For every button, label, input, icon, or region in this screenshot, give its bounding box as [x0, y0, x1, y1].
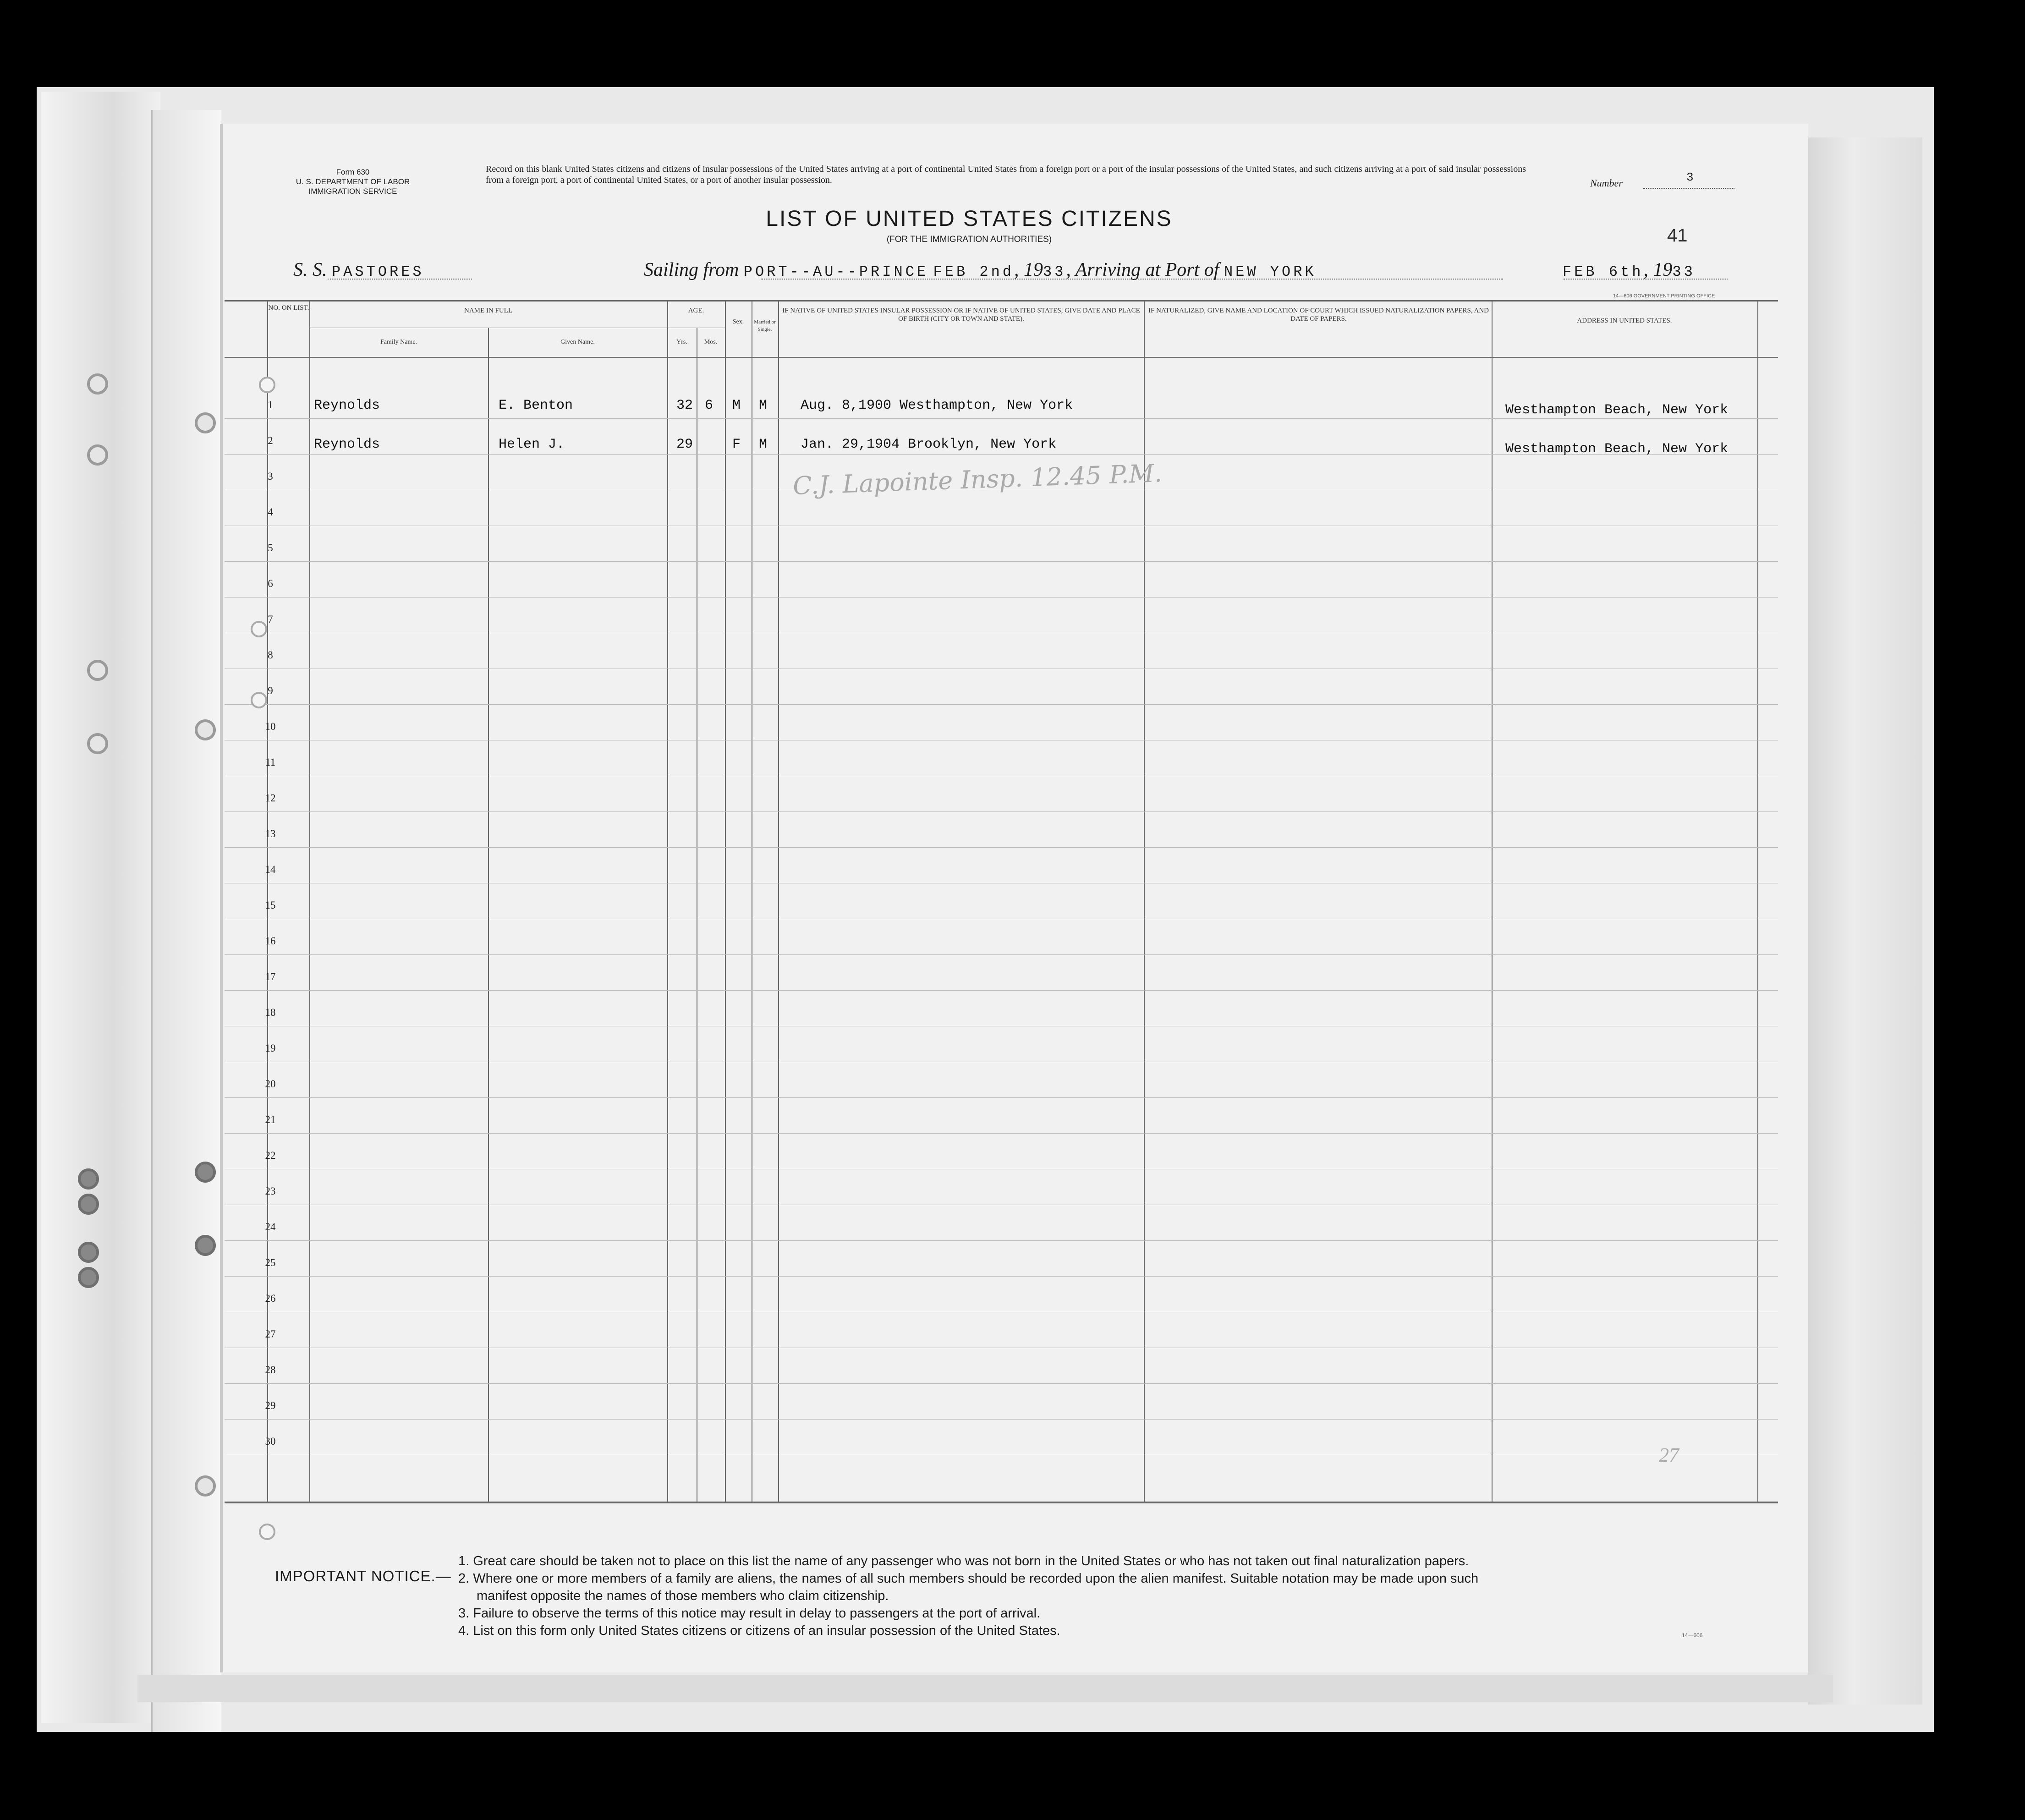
- row-rule: [225, 418, 1778, 419]
- punch-hole: [195, 1235, 216, 1256]
- row-1-family: Reynolds: [314, 398, 380, 413]
- notice-item-2: 2. Where one or more members of a family are aliens, the names of all such members should be recorded upon the alien manifest. Suitable notation may be made upon such: [458, 1571, 1479, 1586]
- row-number: 5: [268, 542, 273, 554]
- arrival-port: NEW YORK: [1224, 263, 1317, 280]
- arrival-date: FEB 6th: [1563, 263, 1644, 280]
- punch-hole: [78, 1267, 99, 1288]
- page-number: 41: [1667, 225, 1688, 246]
- sailing-line: Sailing from PORT--AU--PRINCE FEB 2nd, 1933, Arriving at Port of NEW YORK: [644, 259, 1317, 280]
- row-number: 1: [268, 399, 273, 411]
- page-title: LIST OF UNITED STATES CITIZENS: [766, 207, 1173, 231]
- row-number: 13: [265, 828, 276, 839]
- column-divider: [725, 300, 726, 1502]
- row-number: 24: [265, 1221, 276, 1233]
- arriving-label: Arriving at Port of: [1075, 259, 1219, 280]
- sheet-hole: [259, 1524, 275, 1540]
- header-age: AGE.: [688, 307, 704, 314]
- row-number: 22: [265, 1150, 276, 1161]
- year-suffix: 33: [1043, 263, 1066, 280]
- punch-hole: [87, 444, 108, 466]
- row-1-address: Westhampton Beach, New York: [1505, 402, 1729, 418]
- punch-hole: [78, 1194, 99, 1215]
- row-number: 17: [265, 971, 276, 982]
- row-number: 18: [265, 1007, 276, 1018]
- notice-item-4: 4. List on this form only United States citizens or citizens of an insular possession of the United States.: [458, 1623, 1060, 1638]
- column-divider: [1757, 300, 1758, 1502]
- row-2-birth: Jan. 29,1904 Brooklyn, New York: [801, 437, 1057, 452]
- inspector-signature: C.J. Lapointe Insp. 12.45 P.M.: [792, 458, 1163, 501]
- row-rule: [225, 811, 1778, 812]
- number-field-line: [1643, 188, 1734, 189]
- sheet-hole: [251, 621, 267, 637]
- notice-item-1: 1. Great care should be taken not to place on this list the name of any passenger who was not born in the United States or who has not taken out final naturalization papers.: [458, 1554, 1469, 1568]
- number-value: 3: [1686, 170, 1694, 184]
- number-label: Number: [1590, 177, 1623, 189]
- row-number: 20: [265, 1078, 276, 1090]
- column-divider: [778, 300, 779, 1502]
- form-number: Form 630: [336, 168, 370, 176]
- row-number: 10: [265, 721, 276, 732]
- row-number: 2: [268, 435, 273, 446]
- row-number: 21: [265, 1114, 276, 1125]
- row-number: 14: [265, 864, 276, 875]
- punch-hole: [195, 412, 216, 433]
- row-2-yrs: 29: [676, 437, 693, 452]
- record-instructions: Record on this blank United States citizens and citizens of insular possessions of the United States arriving at a port of continental United States from a foreign port or a port of the insular possessions of the United States, and such citizens arriving at a port of said insular possessions from a foreign port, a port of continental United States, or a port of another insular possession.: [486, 164, 1526, 185]
- row-number: 9: [268, 685, 273, 696]
- row-rule: [225, 1383, 1778, 1384]
- punch-hole: [78, 1168, 99, 1190]
- column-divider: [488, 328, 489, 1502]
- row-rule: [225, 561, 1778, 562]
- notice-item-3: 3. Failure to observe the terms of this notice may result in delay to passengers at the port of arrival.: [458, 1606, 1041, 1621]
- punch-hole: [195, 1162, 216, 1183]
- row-number: 25: [265, 1257, 276, 1268]
- header-given-name: Given Name.: [560, 339, 595, 345]
- header-naturalized: IF NATURALIZED, GIVE NAME AND LOCATION OF COURT WHICH ISSUED NATURALIZATION PAPERS, AND DATE OF PAPERS.: [1148, 307, 1489, 323]
- sailing-port: PORT--AU--PRINCE: [743, 263, 929, 280]
- row-number: 3: [268, 471, 273, 482]
- page-subtitle: (FOR THE IMMIGRATION AUTHORITIES): [886, 235, 1052, 244]
- arrival-year-prefix: 19: [1653, 259, 1673, 280]
- row-number: 30: [265, 1436, 276, 1447]
- row-2-married: M: [759, 437, 768, 452]
- sailing-date: FEB 2nd: [933, 263, 1014, 280]
- row-2-sex: F: [732, 437, 741, 452]
- sheet-hole: [251, 692, 267, 708]
- form-identifier: [275, 167, 431, 196]
- row-1-married: M: [759, 398, 768, 413]
- header-family-name: Family Name.: [380, 339, 417, 345]
- punch-hole: [195, 719, 216, 740]
- row-number: 19: [265, 1042, 276, 1054]
- page-stack-edge: [1808, 137, 1922, 1705]
- sheet-hole: [259, 377, 275, 393]
- year-prefix: 19: [1023, 259, 1043, 280]
- column-divider: [1492, 300, 1493, 1502]
- row-1-mos: 6: [705, 398, 713, 413]
- row-1-birth: Aug. 8,1900 Westhampton, New York: [801, 398, 1073, 413]
- punch-hole: [87, 373, 108, 395]
- header-mos: Mos.: [704, 339, 718, 345]
- row-rule: [225, 1240, 1778, 1241]
- punch-hole: [87, 733, 108, 754]
- notice-item-2-cont: manifest opposite the names of those members who claim citizenship.: [477, 1589, 889, 1603]
- row-number: 27: [265, 1328, 276, 1340]
- service: IMMIGRATION SERVICE: [308, 187, 397, 196]
- ship-line: [328, 279, 472, 280]
- punch-hole: [87, 660, 108, 681]
- row-number: 8: [268, 649, 273, 661]
- header-name-in-full: NAME IN FULL: [464, 307, 512, 314]
- notice-form-code: 14—606: [1682, 1632, 1703, 1639]
- row-rule: [225, 1133, 1778, 1134]
- punch-hole: [78, 1242, 99, 1263]
- row-rule: [225, 1276, 1778, 1277]
- row-number: 11: [265, 757, 276, 768]
- column-divider: [309, 300, 310, 1502]
- voyage-line: [293, 259, 424, 281]
- pencil-mark: 27: [1659, 1444, 1679, 1466]
- row-2-address: Westhampton Beach, New York: [1505, 441, 1729, 457]
- column-divider: [667, 300, 668, 1502]
- row-number: 26: [265, 1293, 276, 1304]
- header-yrs: Yrs.: [676, 339, 687, 345]
- notice-label: IMPORTANT NOTICE.—: [275, 1568, 451, 1584]
- header-birth: IF NATIVE OF UNITED STATES INSULAR POSSESSION OR IF NATIVE OF UNITED STATES, GIVE DATE AND PLACE OF BIRTH (CITY OR TOWN AND STATE).: [782, 307, 1140, 323]
- row-rule: [225, 954, 1778, 955]
- printer-note: 14—606 GOVERNMENT PRINTING OFFICE: [1613, 293, 1715, 299]
- header-address: ADDRESS IN UNITED STATES.: [1577, 317, 1672, 324]
- header-no: NO. ON LIST.: [268, 304, 309, 312]
- department: U. S. DEPARTMENT OF LABOR: [296, 177, 410, 186]
- arrival-year-suffix: 33: [1672, 263, 1696, 280]
- row-number: 16: [265, 935, 276, 947]
- row-rule: [225, 597, 1778, 598]
- row-2-family: Reynolds: [314, 437, 380, 452]
- row-1-given: E. Benton: [499, 398, 573, 413]
- row-rule: [225, 847, 1778, 848]
- header-sex: Sex.: [732, 318, 744, 325]
- row-1-sex: M: [732, 398, 741, 413]
- row-number: 7: [268, 614, 273, 625]
- punch-hole: [195, 1475, 216, 1497]
- row-rule: [225, 990, 1778, 991]
- row-number: 23: [265, 1185, 276, 1197]
- binder-edge: [41, 92, 160, 1723]
- ss-label: S. S.: [293, 259, 327, 280]
- row-2-given: Helen J.: [499, 437, 565, 452]
- row-number: 15: [265, 899, 276, 911]
- row-rule: [225, 1419, 1778, 1420]
- row-rule: [225, 1097, 1778, 1098]
- row-number: 28: [265, 1364, 276, 1376]
- row-number: 6: [268, 578, 273, 589]
- sailing-line-rule: [761, 279, 1503, 280]
- page-stack-bottom: [137, 1675, 1833, 1702]
- row-number: 29: [265, 1400, 276, 1411]
- row-number: 12: [265, 792, 276, 804]
- header-married: Married or Single.: [754, 319, 776, 332]
- row-rule: [225, 704, 1778, 705]
- arrival-date-rule: [1563, 279, 1728, 280]
- row-number: 4: [268, 506, 273, 518]
- row-1-yrs: 32: [676, 398, 693, 413]
- arrival-date-line: FEB 6th, 1933: [1563, 259, 1696, 280]
- ship-name: PASTORES: [332, 263, 424, 280]
- sailing-label: Sailing from: [644, 259, 739, 280]
